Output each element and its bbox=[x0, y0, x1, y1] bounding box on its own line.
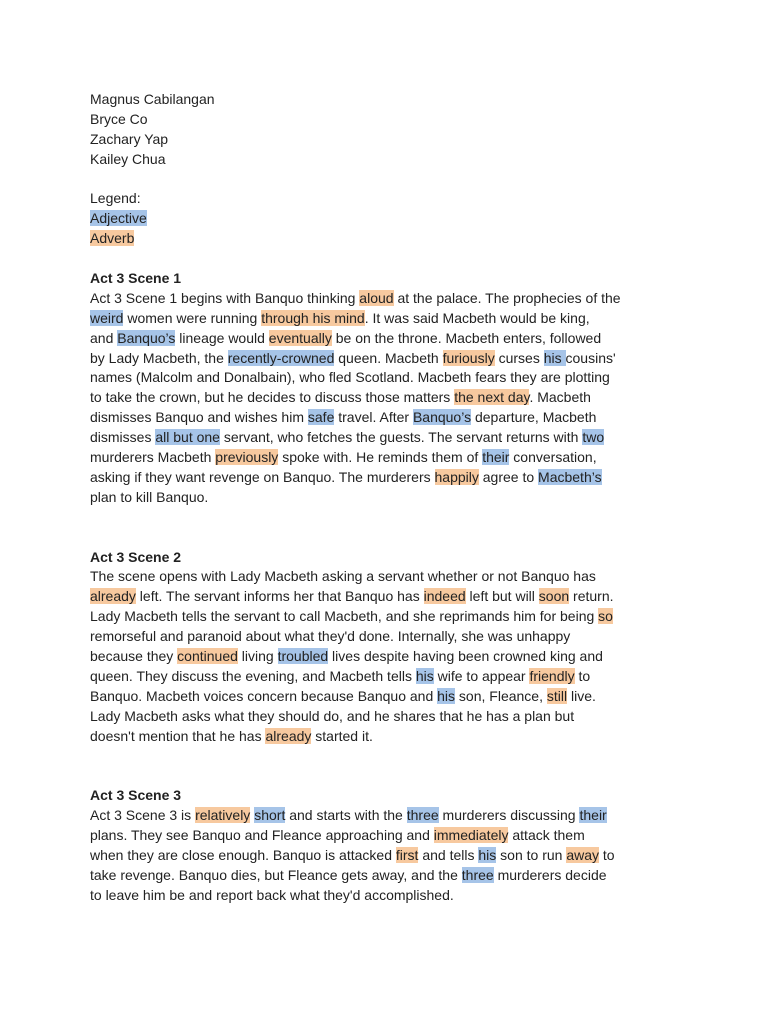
text-run: to leave him be and report back what they'd accomplished. bbox=[90, 886, 454, 903]
text-run: servant, who fetches the guests. The servant returns with bbox=[219, 429, 583, 446]
text-run: spoke with. He reminds them of bbox=[278, 449, 483, 466]
text-run: plans. They see Banquo and Fleance approaching and bbox=[90, 826, 434, 843]
adverb-highlight: immediately bbox=[433, 826, 509, 843]
scene-section bbox=[90, 786, 690, 905]
paragraph-line bbox=[90, 329, 690, 349]
text-run: Lady Macbeth tells the servant to call Macbeth, and she reprimands him for being bbox=[90, 608, 599, 625]
paragraph-line bbox=[90, 687, 690, 707]
adverb-highlight: eventually bbox=[268, 329, 332, 346]
text-run: at the palace. The prophecies of the bbox=[393, 289, 621, 306]
text-run: son, Fleance, bbox=[455, 687, 547, 704]
text-run: attack them bbox=[508, 826, 585, 843]
text-run: to bbox=[599, 846, 615, 863]
text-run: cousins' bbox=[565, 349, 616, 366]
scene-section bbox=[90, 269, 690, 508]
text-run: left. The servant informs her that Banquo has bbox=[135, 588, 424, 605]
author-name: Bryce Co bbox=[90, 110, 148, 127]
text-run: . Macbeth bbox=[529, 389, 591, 406]
paragraph-line bbox=[90, 866, 690, 886]
adjective-highlight: Macbeth’s bbox=[538, 468, 602, 485]
text-run: return. bbox=[569, 588, 614, 605]
scene-heading: Act 3 Scene 1 bbox=[90, 270, 182, 287]
paragraph-line bbox=[90, 727, 690, 747]
text-run: and starts with the bbox=[285, 807, 407, 824]
adjective-highlight: his bbox=[478, 846, 497, 863]
adjective-highlight: three bbox=[461, 866, 494, 883]
adverb-highlight: continued bbox=[177, 647, 238, 664]
scene-heading: Act 3 Scene 3 bbox=[90, 787, 182, 804]
paragraph-line bbox=[90, 667, 690, 687]
paragraph-line bbox=[90, 567, 690, 587]
spacer bbox=[90, 508, 690, 548]
adverb-highlight: aloud bbox=[359, 289, 394, 306]
paragraph-line bbox=[90, 607, 690, 627]
text-run: doesn't mention that he has bbox=[90, 727, 266, 744]
adverb-highlight: soon bbox=[538, 588, 570, 605]
text-run: women were running bbox=[123, 309, 262, 326]
adjective-highlight: two bbox=[582, 429, 605, 446]
text-run: wife to appear bbox=[433, 667, 530, 684]
text-run: Act 3 Scene 3 is bbox=[90, 807, 196, 824]
text-run: agree to bbox=[478, 468, 539, 485]
spacer bbox=[90, 746, 690, 786]
adverb-highlight: first bbox=[395, 846, 419, 863]
adjective-highlight: recently-crowned bbox=[227, 349, 335, 366]
author-name: Zachary Yap bbox=[90, 130, 169, 147]
paragraph-line bbox=[90, 627, 690, 647]
paragraph-line bbox=[90, 587, 690, 607]
legend-adjective-row bbox=[90, 209, 690, 229]
text-run: when they are close enough. Banquo is attacked bbox=[90, 846, 396, 863]
adjective-highlight: their bbox=[579, 807, 607, 824]
text-run: lives despite having been crowned king and bbox=[328, 647, 603, 664]
legend-adverb: Adverb bbox=[90, 230, 135, 247]
text-run: remorseful and paranoid about what they'd done. Internally, she was unhappy bbox=[90, 628, 571, 645]
adjective-highlight: safe bbox=[307, 409, 335, 426]
paragraph-line bbox=[90, 349, 690, 369]
document-page bbox=[90, 90, 690, 906]
text-run: asking if they want revenge on Banquo. The murderers bbox=[90, 468, 435, 485]
author-list bbox=[90, 90, 690, 170]
text-run: take revenge. Banquo dies, but Fleance gets away, and the bbox=[90, 866, 462, 883]
adverb-highlight: so bbox=[598, 608, 613, 625]
paragraph-line bbox=[90, 707, 690, 727]
adverb-highlight: away bbox=[566, 846, 600, 863]
text-run: because they bbox=[90, 647, 178, 664]
text-run: queen. They discuss the evening, and Macbeth tells bbox=[90, 667, 416, 684]
text-run: conversation, bbox=[509, 449, 597, 466]
adverb-highlight: already bbox=[90, 588, 136, 605]
adjective-highlight: short bbox=[254, 807, 286, 824]
text-run: murderers Macbeth bbox=[90, 449, 216, 466]
paragraph-line bbox=[90, 468, 690, 488]
text-run: The scene opens with Lady Macbeth asking a servant whether or not Banquo has bbox=[90, 568, 596, 585]
paragraph-line bbox=[90, 826, 690, 846]
adverb-highlight: still bbox=[546, 687, 568, 704]
adverb-highlight: relatively bbox=[195, 807, 251, 824]
spacer bbox=[90, 170, 690, 190]
text-run: be on the throne. Macbeth enters, followed bbox=[331, 329, 602, 346]
author-name: Kailey Chua bbox=[90, 150, 166, 167]
text-run: queen. Macbeth bbox=[334, 349, 443, 366]
paragraph-line bbox=[90, 289, 690, 309]
text-run: names (Malcolm and Donalbain), who fled Scotland. Macbeth fears they are plotting bbox=[90, 369, 610, 386]
legend-adjective: Adjective bbox=[90, 210, 147, 227]
text-run: murderers decide bbox=[493, 866, 607, 883]
text-run: departure, Macbeth bbox=[471, 409, 597, 426]
text-run: left but will bbox=[465, 588, 539, 605]
adverb-highlight: previously bbox=[215, 449, 279, 466]
text-run: travel. After bbox=[334, 409, 413, 426]
summary-sections bbox=[90, 269, 690, 906]
adjective-highlight: all but one bbox=[155, 429, 220, 446]
scene-section bbox=[90, 548, 690, 747]
text-run: started it. bbox=[311, 727, 373, 744]
adverb-highlight: through his mind bbox=[261, 309, 365, 326]
text-run: . It was said Macbeth would be king, bbox=[364, 309, 590, 326]
paragraph-line bbox=[90, 368, 690, 388]
adjective-highlight: his bbox=[543, 349, 566, 366]
paragraph-line bbox=[90, 428, 690, 448]
text-run: by Lady Macbeth, the bbox=[90, 349, 228, 366]
text-run: live. bbox=[567, 687, 596, 704]
text-run: Banquo. Macbeth voices concern because Banquo and bbox=[90, 687, 438, 704]
adjective-highlight: weird bbox=[90, 309, 124, 326]
adjective-highlight: troubled bbox=[277, 647, 329, 664]
text-run: and bbox=[90, 329, 118, 346]
legend bbox=[90, 189, 690, 249]
adjective-highlight: his bbox=[437, 687, 456, 704]
text-run: dismisses Banquo and wishes him bbox=[90, 409, 308, 426]
paragraph-line bbox=[90, 647, 690, 667]
text-run: son to run bbox=[496, 846, 567, 863]
adjective-highlight: their bbox=[482, 449, 510, 466]
adjective-highlight: Banquo’s bbox=[117, 329, 176, 346]
author-name: Magnus Cabilangan bbox=[90, 91, 215, 107]
spacer bbox=[90, 249, 690, 269]
adverb-highlight: friendly bbox=[529, 667, 575, 684]
paragraph-line bbox=[90, 846, 690, 866]
paragraph-line bbox=[90, 408, 690, 428]
adjective-highlight: Banquo’s bbox=[412, 409, 472, 426]
adjective-highlight: his bbox=[415, 667, 434, 684]
text-run: dismisses bbox=[90, 429, 156, 446]
text-run: and tells bbox=[418, 846, 479, 863]
text-run: to bbox=[574, 667, 591, 684]
text-run: curses bbox=[494, 349, 544, 366]
legend-title: Legend: bbox=[90, 190, 141, 207]
adjective-highlight: three bbox=[406, 807, 439, 824]
text-run: living bbox=[237, 647, 278, 664]
adverb-highlight: furiously bbox=[442, 349, 495, 366]
paragraph-line bbox=[90, 448, 690, 468]
text-run: Lady Macbeth asks what they should do, and he shares that he has a plan but bbox=[90, 707, 575, 724]
text-run: Act 3 Scene 1 begins with Banquo thinking bbox=[90, 289, 360, 306]
text-run: lineage would bbox=[175, 329, 269, 346]
adverb-highlight: indeed bbox=[423, 588, 466, 605]
paragraph-line bbox=[90, 488, 690, 508]
text-run: murderers discussing bbox=[438, 807, 580, 824]
adverb-highlight: the next day bbox=[454, 389, 530, 406]
legend-adverb-row bbox=[90, 229, 690, 249]
paragraph-line bbox=[90, 309, 690, 329]
text-run: to take the crown, but he decides to discuss those matters bbox=[90, 389, 455, 406]
paragraph-line bbox=[90, 886, 690, 906]
paragraph-line bbox=[90, 388, 690, 408]
scene-heading: Act 3 Scene 2 bbox=[90, 548, 182, 565]
text-run: plan to kill Banquo. bbox=[90, 488, 209, 505]
paragraph-line bbox=[90, 806, 690, 826]
adverb-highlight: already bbox=[265, 727, 312, 744]
adverb-highlight: happily bbox=[434, 468, 479, 485]
